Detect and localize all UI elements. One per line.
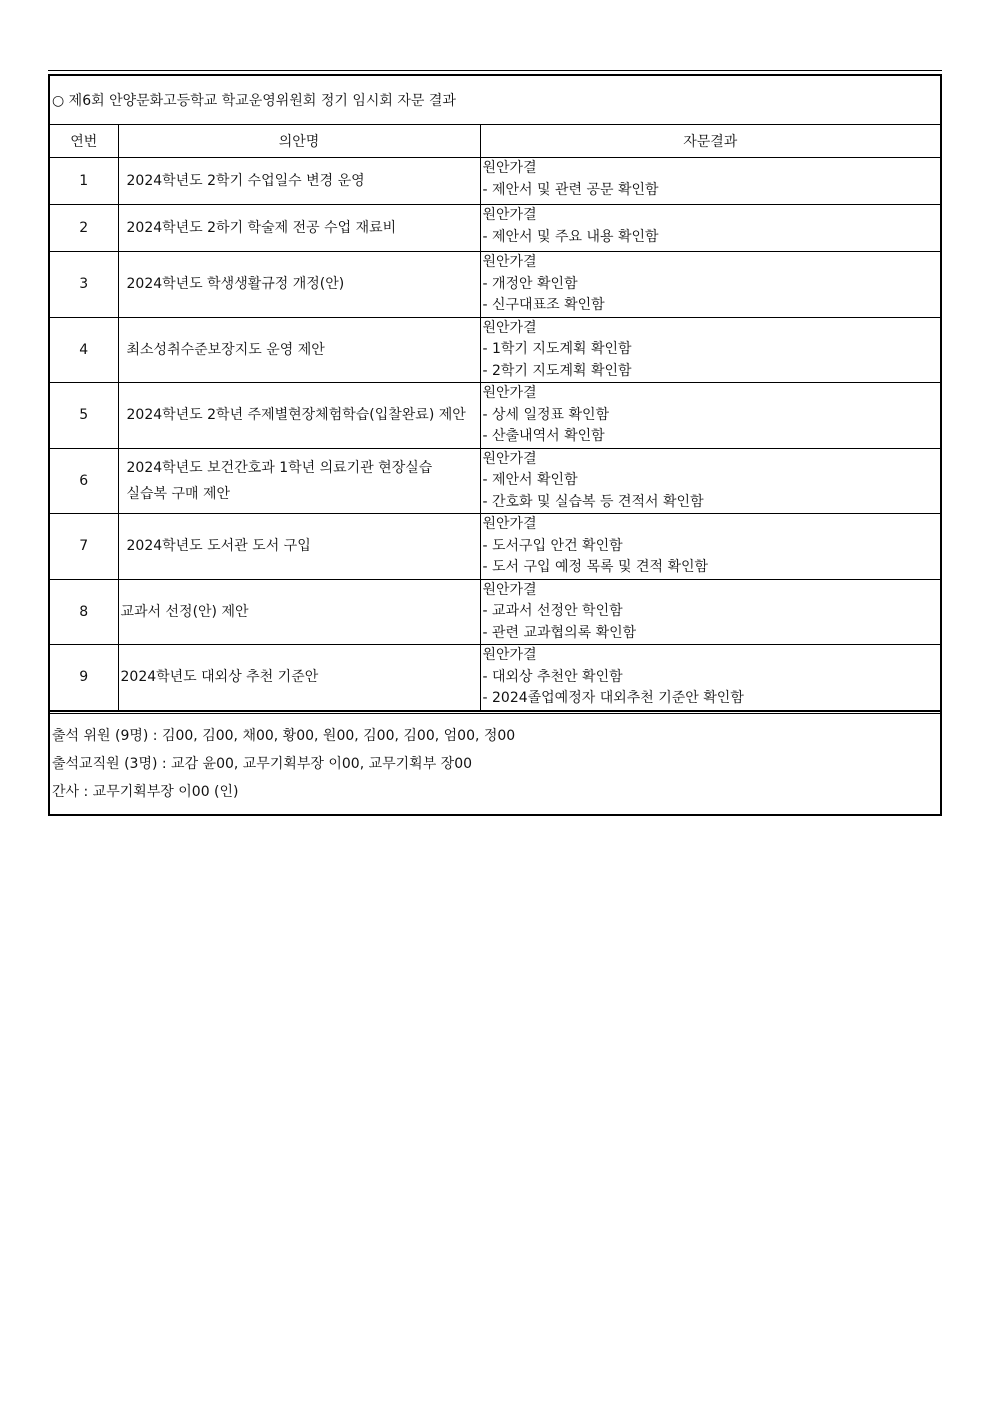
result-cell [480,514,940,580]
agenda-cell [118,317,480,383]
result-cell [480,317,940,383]
result-line: - 2학기 지도계획 확인함 [482,362,632,379]
result-line: 원안가결 [482,207,537,223]
table-row [50,514,940,580]
result-cell [480,448,940,514]
agenda-line: 2024학년도 학생생활규정 개정(안) [126,276,345,293]
result-line: - 제안서 및 주요 내용 확인함 [482,228,659,245]
result-line: - 1학기 지도계획 확인함 [482,341,632,357]
agenda-line: 최소성취수준보장지도 운영 제안 [126,341,325,358]
agenda-cell [118,645,480,711]
header-result: 자문결과 [480,125,940,158]
result-line: - 대외상 추천안 확인함 [482,668,623,685]
table-row [50,645,940,711]
row-number: 5 [50,383,118,449]
result-cell [480,383,940,449]
result-line: - 상세 일정표 확인함 [482,406,610,423]
result-line: 원안가결 [482,516,537,532]
table-row [50,448,940,514]
agenda-line: 교과서 선정(안) 제안 [120,603,249,620]
secretary-line: 간사 : 교무기획부장 이00 (인) [52,783,239,800]
header-row [50,125,940,158]
agenda-cell [118,448,480,514]
agenda-cell [118,252,480,318]
row-number: 3 [50,252,118,318]
row-number: 9 [50,645,118,711]
result-line: - 산출내역서 확인함 [482,428,605,444]
result-line: 원안가결 [482,385,537,401]
results-table [50,125,940,711]
row-number: 4 [50,317,118,383]
row-number: 1 [50,158,118,205]
result-cell [480,252,940,318]
result-line: 원안가결 [482,647,537,663]
result-cell [480,579,940,645]
table-row [50,158,940,205]
result-line: 원안가결 [482,160,537,176]
table-row [50,252,940,318]
row-number: 8 [50,579,118,645]
result-line: 원안가결 [482,450,537,467]
result-cell [480,205,940,252]
result-line: 원안가결 [482,581,537,598]
document-title: ○ 제6회 안양문화고등학교 학교운영위원회 정기 임시회 자문 결과 [50,76,940,125]
result-line: 원안가결 [482,319,537,336]
agenda-cell [118,205,480,252]
result-line: - 제안서 확인함 [482,472,578,488]
result-line: - 관련 교과협의록 확인함 [482,624,637,641]
result-line: - 교과서 선정안 학인함 [482,603,623,619]
result-line: - 제안서 및 관련 공문 확인함 [482,181,659,198]
table-row [50,317,940,383]
result-line: - 도서구입 안건 확인함 [482,537,623,554]
row-number: 7 [50,514,118,580]
row-number: 6 [50,448,118,514]
agenda-cell [118,579,480,645]
agenda-line: 2024학년도 도서관 도서 구입 [126,538,311,555]
result-line: - 개정안 확인함 [482,275,578,292]
table-row [50,383,940,449]
header-agenda: 의안명 [118,125,480,158]
row-number: 2 [50,205,118,252]
table-row [50,579,940,645]
top-rule [48,70,942,71]
agenda-cell [118,514,480,580]
agenda-line: 2024학년도 보건간호과 1학년 의료기관 현장실습 [126,459,433,476]
header-no: 연번 [50,125,118,158]
attendance-members: 출석 위원 (9명) : 김00, 김00, 채00, 황00, 원00, 김00, 김00, 엄00, 정00 [52,727,516,744]
result-line: 원안가결 [482,254,537,270]
agenda-cell [118,158,480,205]
agenda-line: 2024학년도 2하기 학술제 전공 수업 재료비 [126,220,397,236]
attendance-staff: 출석교직원 (3명) : 교감 윤00, 교무기획부장 이00, 교무기획부 장00 [52,755,473,772]
agenda-line: 실습복 구매 제안 [126,485,231,502]
result-cell [480,158,940,205]
result-line: - 신구대표조 확인함 [482,297,605,313]
agenda-line: 2024학년도 대외상 추천 기준안 [120,669,319,686]
agenda-line: 2024학년도 2학년 주제별현장체험학습(입찰완료) 제안 [126,407,466,424]
attendance-footer [50,711,940,814]
agenda-cell [118,383,480,449]
table-row [50,205,940,252]
minutes-frame [48,74,942,816]
result-line: - 도서 구입 예정 목록 및 견적 확인함 [482,559,709,575]
result-line: - 간호화 및 실습복 등 견적서 확인함 [482,493,704,510]
agenda-line: 2024학년도 2학기 수업일수 변경 운영 [126,173,365,189]
result-line: - 2024졸업예정자 대외추천 기준안 확인함 [482,690,744,706]
result-cell [480,645,940,711]
